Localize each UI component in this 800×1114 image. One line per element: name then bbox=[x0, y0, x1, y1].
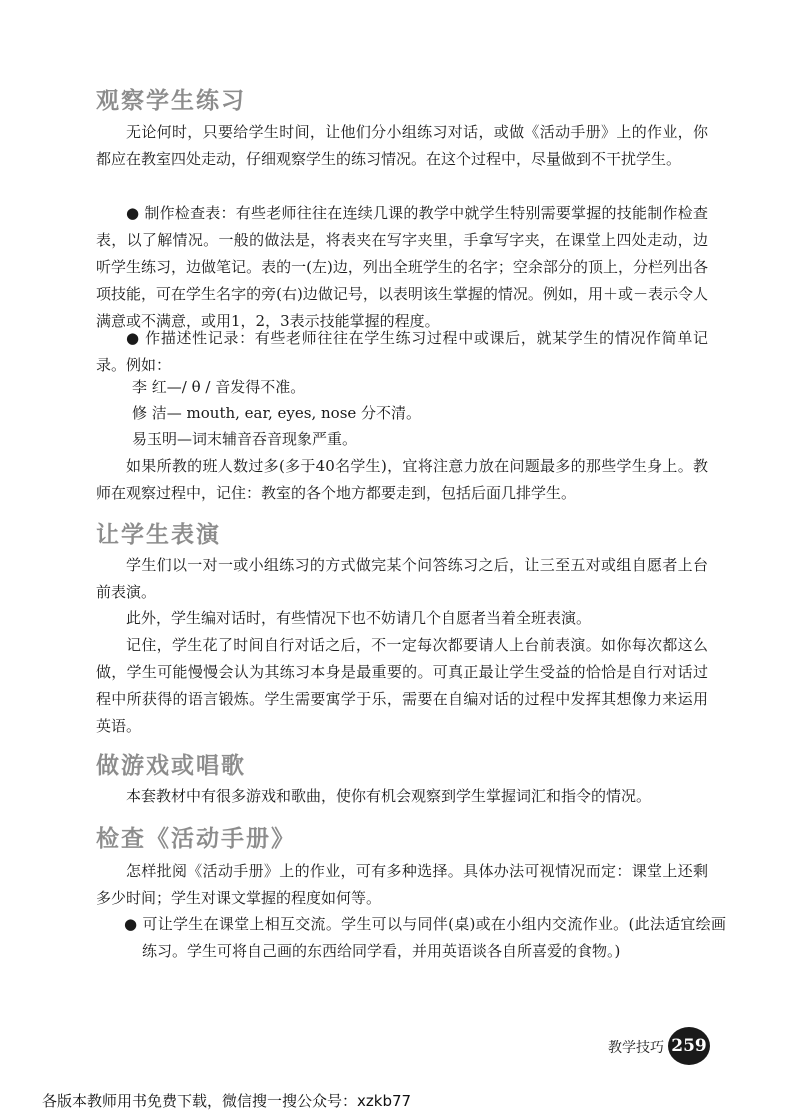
page-number-badge bbox=[668, 1027, 710, 1065]
observe-paragraph-2: 如果所教的班人数过多(多于40名学生)，宜将注意力放在问题最多的那些学生身上。教师在观察过程中，记住：教室的各个地方都要走到，包括后面几排学生。 bbox=[96, 457, 708, 502]
perform-paragraph-2: 此外，学生编对话时，有些情况下也不妨请几个自愿者当着全班表演。 bbox=[126, 609, 592, 627]
check-bullet-text: 可让学生在课堂上相互交流。学生可以与同伴(桌)或在小组内交流作业。(此法适宜绘画练习。学生可将自己画的东西给同学看，并用英语谈各自所喜爱的食物。) bbox=[142, 915, 726, 960]
check-paragraph-1: 怎样批阅《活动手册》上的作业，可有多种选择。具体办法可视情况而定：课堂上还剩多少时间；学生对课文掌握的程度如何等。 bbox=[96, 862, 708, 907]
example-record-1: 李 红—/ θ / 音发得不准。 bbox=[132, 378, 306, 396]
page-number: 259 bbox=[671, 1036, 707, 1056]
observe-bullet-descriptive-text: 作描述性记录：有些老师往往在学生练习过程中或课后，就某学生的情况作简单记录。例如： bbox=[96, 329, 708, 374]
download-watermark: 各版本教师用书免费下载，微信搜一搜公众号：xzkb77 bbox=[42, 1092, 412, 1110]
observe-bullet-descriptive bbox=[96, 325, 708, 379]
bullet-icon: ● bbox=[126, 329, 140, 347]
section-heading-perform: 让学生表演 bbox=[96, 522, 221, 548]
section-heading-check: 检查《活动手册》 bbox=[96, 826, 296, 852]
observe-bullet-checklist-text: 制作检查表：有些老师往往在连续几课的教学中就学生特别需要掌握的技能制作检查表，以了解情况。一般的做法是，将表夹在写字夹里，手拿写字夹，在课堂上四处走动，边听学生练习，边做笔记。表的一(左)边，列出全班学生的名字；空余部分的顶上，分栏列出各项技能，可在学生名字的旁(右)边做记号，以表明该生掌握的情况。例如，用＋或－表示令人满意或不满意，或用1，2，3表示技能掌握的程度。 bbox=[96, 204, 708, 330]
example-record-3: 易玉明—词末辅音吞音现象严重。 bbox=[132, 430, 358, 448]
observe-paragraph-1: 无论何时，只要给学生时间，让他们分小组练习对话，或做《活动手册》上的作业，你都应在教室四处走动，仔细观察学生的练习情况。在这个过程中，尽量做到不干扰学生。 bbox=[96, 123, 708, 168]
footer-section-label: 教学技巧 bbox=[608, 1040, 664, 1056]
bullet-icon: ● bbox=[124, 915, 138, 933]
perform-paragraph-1: 学生们以一对一或小组练习的方式做完某个问答练习之后，让三至五对或组自愿者上台前表演。 bbox=[96, 556, 708, 601]
bullet-icon: ● bbox=[126, 204, 140, 222]
perform-paragraph-3: 记住，学生花了时间自行对话之后，不一定每次都要请人上台前表演。如你每次都这么做，学生可能慢慢会认为其练习本身是最重要的。可真正最让学生受益的恰恰是自行对话过程中所获得的语言锻炼。学生需要寓学于乐，需要在自编对话的过程中发挥其想像力来运用英语。 bbox=[96, 636, 708, 735]
games-paragraph-1: 本套教材中有很多游戏和歌曲，使你有机会观察到学生掌握词汇和指令的情况。 bbox=[126, 787, 652, 805]
check-bullet bbox=[124, 911, 726, 965]
section-heading-observe: 观察学生练习 bbox=[96, 88, 246, 114]
section-heading-games: 做游戏或唱歌 bbox=[96, 753, 246, 779]
example-record-2: 修 洁— mouth, ear, eyes, nose 分不清。 bbox=[132, 404, 422, 422]
observe-bullet-checklist bbox=[96, 200, 708, 335]
